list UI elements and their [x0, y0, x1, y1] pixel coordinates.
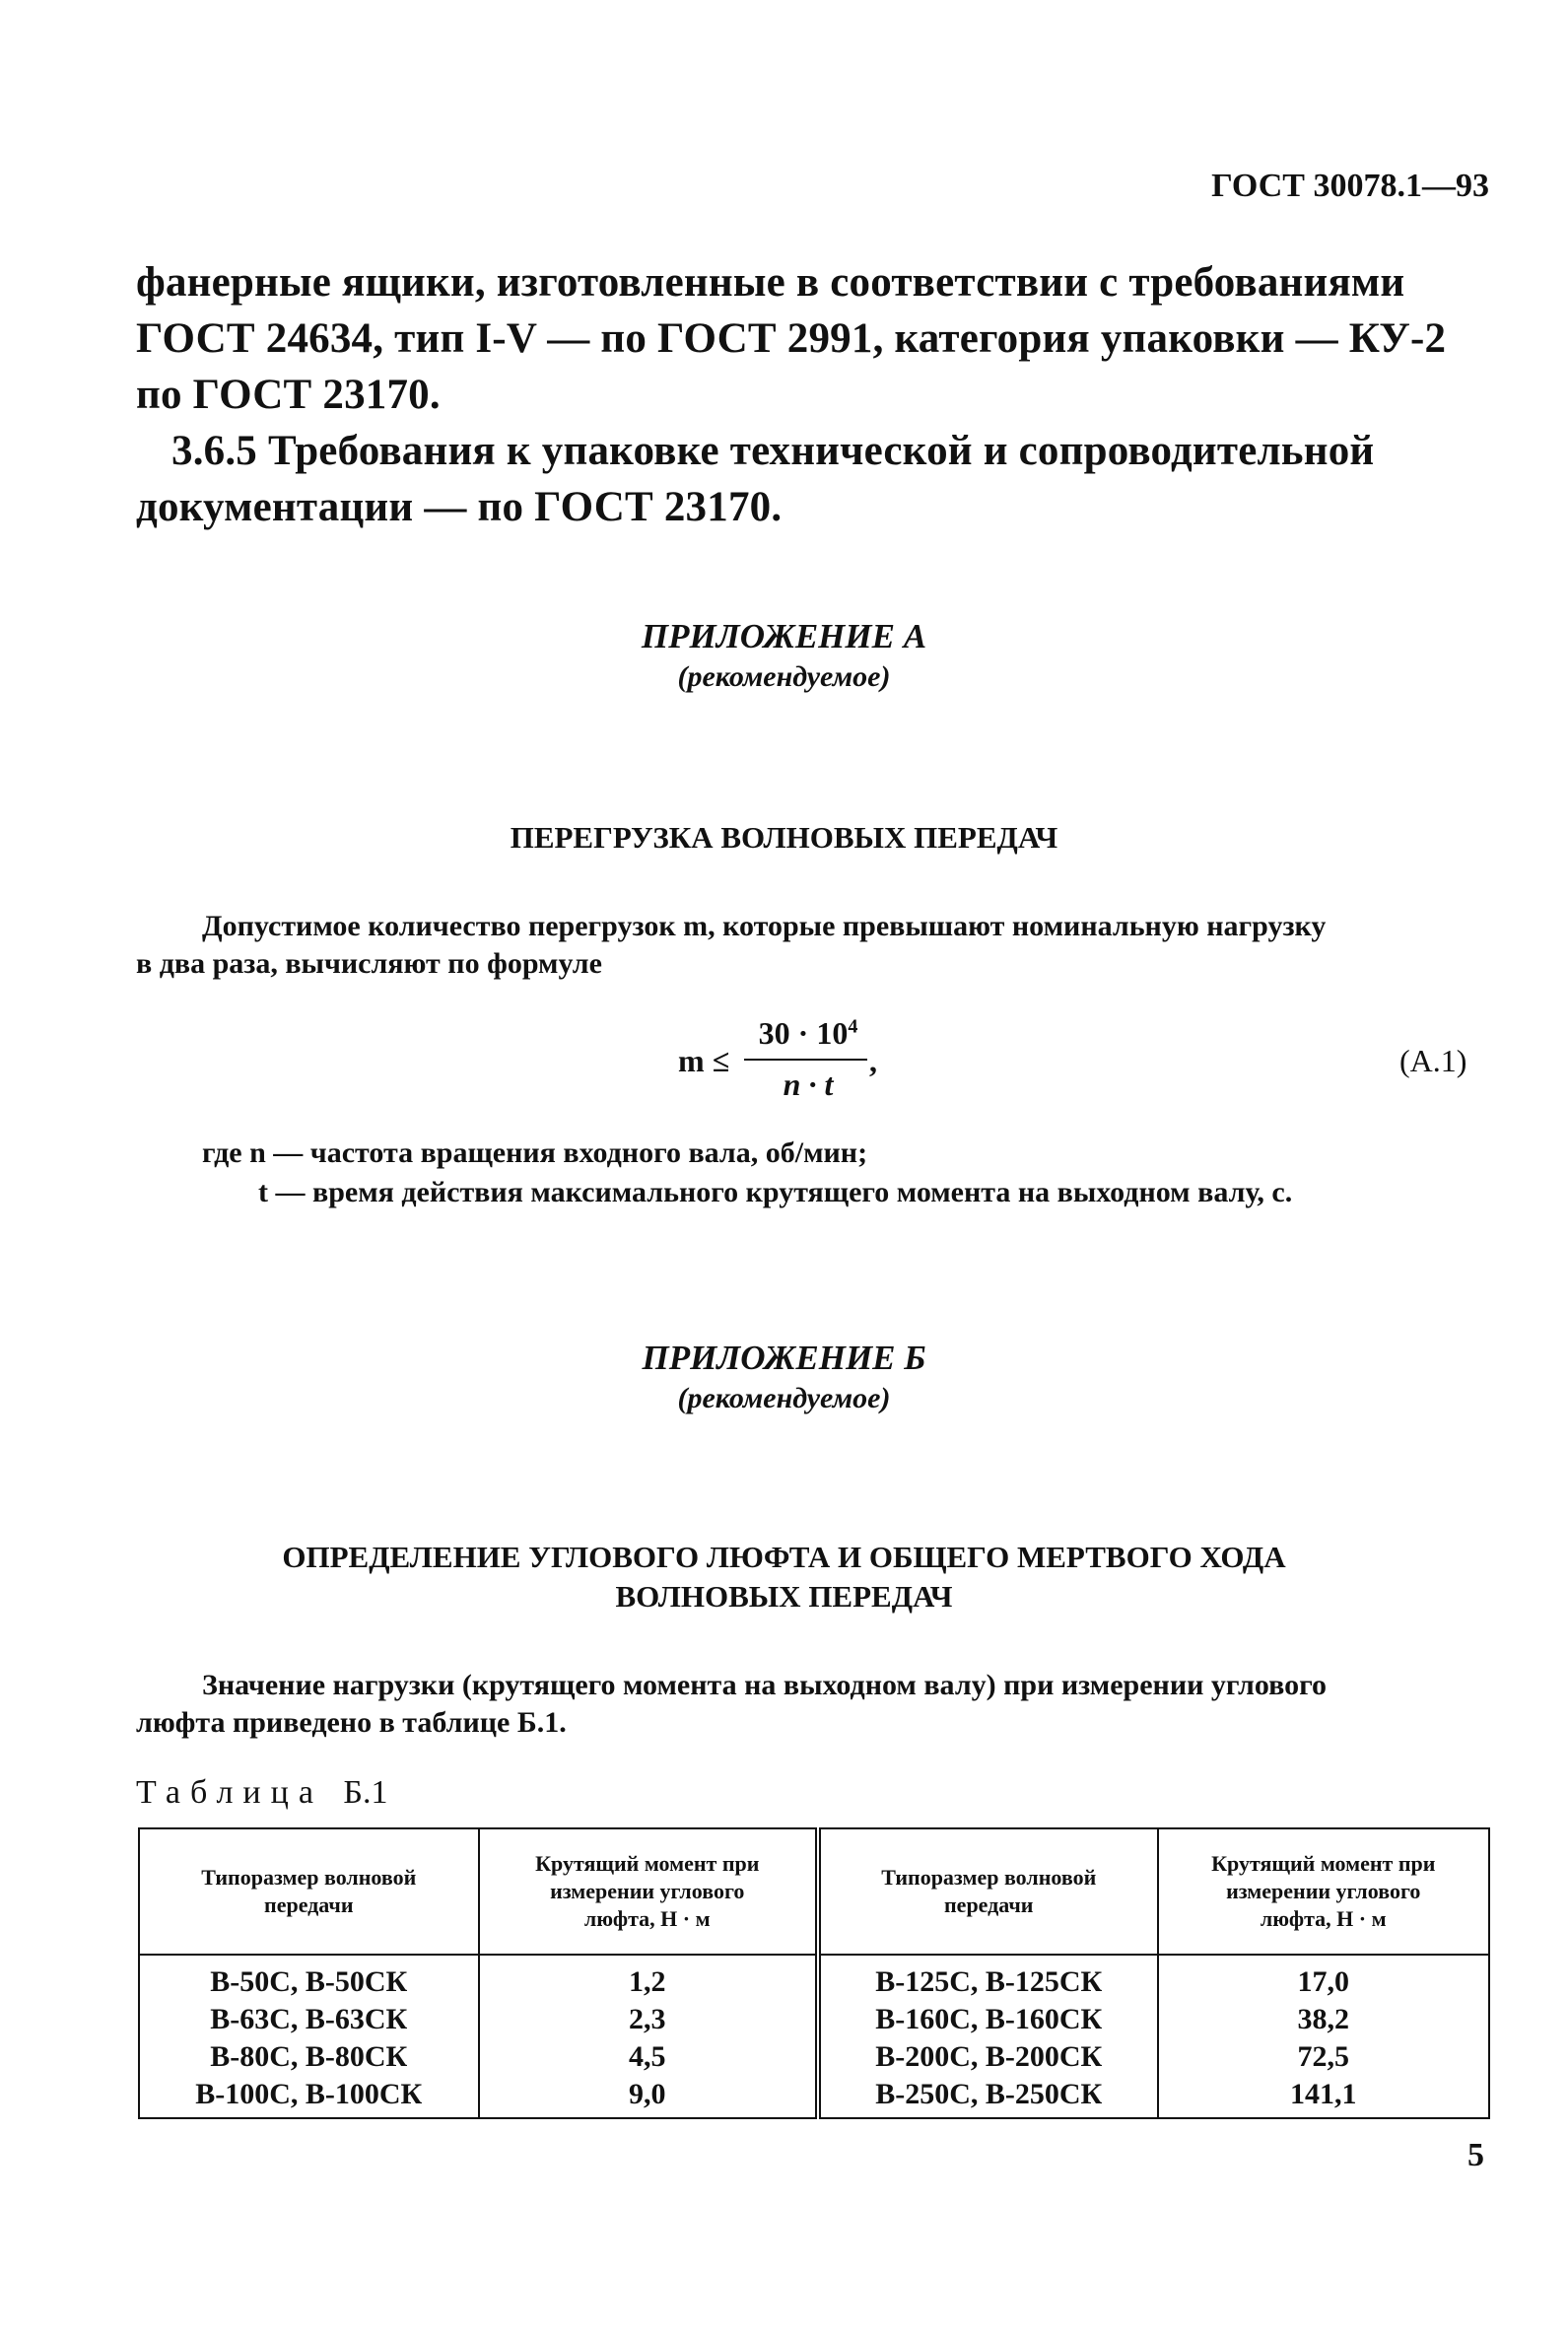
intro-line-1: фанерные ящики, изготовленные в соответствии с требованиями — [136, 259, 1405, 306]
table-cell: 38,2 — [1297, 2003, 1349, 2035]
right-values-cell — [1158, 1955, 1490, 2118]
appendix-a-heading: ПЕРЕГРУЗКА ВОЛНОВЫХ ПЕРЕДАЧ — [510, 820, 1058, 855]
formula-number: (А.1) — [1399, 1043, 1467, 1078]
header-size-left: Типоразмер волновой передачи — [139, 1828, 479, 1955]
table-cell: 9,0 — [629, 2078, 666, 2110]
right-sizes-cell — [818, 1955, 1158, 2118]
appendix-b-text-1: Значение нагрузки (крутящего момента на выходном валу) при измерении углового — [202, 1669, 1327, 1701]
appendix-a-text-2: в два раза, вычисляют по формуле — [136, 947, 602, 980]
table-cell: 17,0 — [1297, 1965, 1349, 1998]
table-cell: 141,1 — [1290, 2078, 1357, 2110]
table-body-row — [139, 1955, 1489, 2118]
table-cell: 72,5 — [1297, 2040, 1349, 2073]
table-cell: В-63С, В-63СК — [210, 2003, 408, 2035]
table-cell: 1,2 — [629, 1965, 666, 1998]
appendix-b-status: (рекомендуемое) — [677, 1382, 891, 1414]
table-cell: В-50С, В-50СК — [210, 1965, 408, 1998]
intro-line-4: 3.6.5 Требования к упаковке технической и сопроводительной — [171, 428, 1375, 474]
intro-line-2: ГОСТ 24634, тип I-V — по ГОСТ 2991, категория упаковки — КУ-2 — [136, 315, 1447, 362]
intro-line-5: документации — по ГОСТ 23170. — [136, 484, 783, 530]
table-caption — [136, 1774, 387, 1812]
left-values-cell — [479, 1955, 818, 2118]
intro-text — [136, 254, 1496, 535]
table-cell: 4,5 — [629, 2040, 666, 2073]
table-cell: В-100С, В-100СК — [195, 2078, 423, 2110]
header-torque-right: Крутящий момент при измерении углового люфта, Н · м — [1158, 1828, 1490, 1955]
formula-denominator: n · t — [783, 1066, 834, 1102]
header-size-right: Типоразмер волновой передачи — [818, 1828, 1158, 1955]
left-sizes-cell — [139, 1955, 479, 2118]
table-cell: В-200С, В-200СК — [875, 2040, 1103, 2073]
formula-trailing-comma: , — [869, 1043, 877, 1078]
table-cell: В-80С, В-80СК — [210, 2040, 408, 2073]
appendix-a-title: ПРИЛОЖЕНИЕ А — [641, 617, 927, 655]
formula-exponent: 4 — [848, 1015, 858, 1038]
table-caption-number: Б.1 — [343, 1774, 388, 1811]
where-t: t — время действия максимального крутящего момента на выходном валу, с. — [258, 1176, 1293, 1208]
table-cell: В-250С, В-250СК — [875, 2078, 1103, 2110]
page-number: 5 — [1467, 2137, 1484, 2173]
header-torque-left: Крутящий момент при измерении углового люфта, Н · м — [479, 1828, 818, 1955]
formula-numerator-base: 30 · 10 — [758, 1015, 849, 1051]
appendix-b-heading-2: ВОЛНОВЫХ ПЕРЕДАЧ — [615, 1579, 953, 1614]
appendix-b-heading-1: ОПРЕДЕЛЕНИЕ УГЛОВОГО ЛЮФТА И ОБЩЕГО МЕРТВОГО ХОДА — [282, 1540, 1286, 1574]
formula-lhs: m ≤ — [678, 1043, 730, 1078]
appendix-a-status: (рекомендуемое) — [677, 660, 891, 693]
table-header-row — [139, 1828, 1489, 1955]
load-table — [138, 1827, 1490, 2119]
intro-line-3: по ГОСТ 23170. — [136, 372, 441, 418]
document-code: ГОСТ 30078.1—93 — [1211, 168, 1489, 204]
formula-numerator — [749, 1015, 867, 1052]
table-caption-word: Таблица — [136, 1774, 323, 1811]
table-cell: В-125С, В-125СК — [875, 1965, 1103, 1998]
formula-fraction-bar — [744, 1059, 867, 1061]
table-cell: В-160С, В-160СК — [875, 2003, 1103, 2035]
appendix-b-title: ПРИЛОЖЕНИЕ Б — [642, 1339, 926, 1377]
appendix-a-text-1: Допустимое количество перегрузок m, которые превышают номинальную нагрузку — [202, 910, 1327, 942]
table-cell: 2,3 — [629, 2003, 666, 2035]
appendix-b-text-2: люфта приведено в таблице Б.1. — [136, 1706, 567, 1739]
where-n: где n — частота вращения входного вала, об/мин; — [202, 1136, 868, 1169]
